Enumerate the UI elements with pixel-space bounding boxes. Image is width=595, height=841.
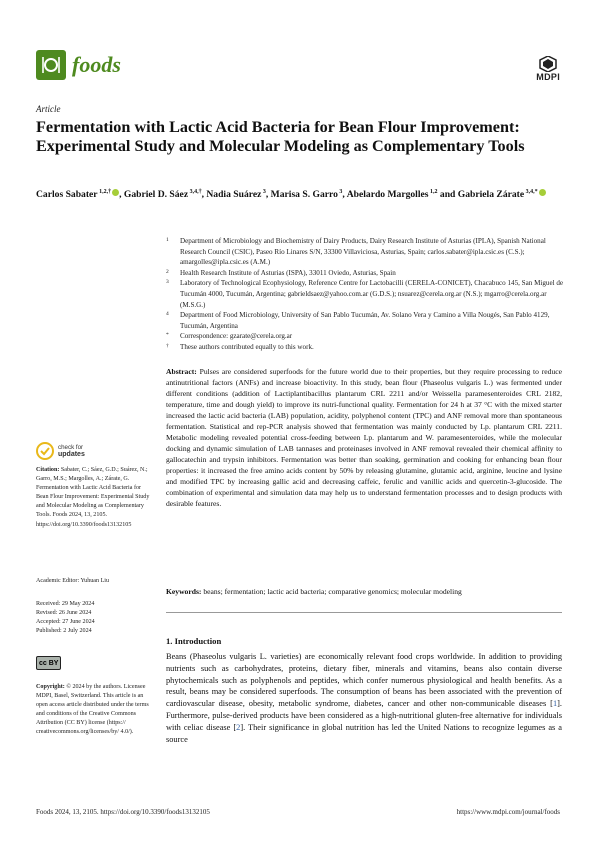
date-revised: Revised: 26 June 2024 xyxy=(36,610,92,617)
section-heading: 1. Introduction xyxy=(166,636,222,646)
affiliation-item xyxy=(166,278,566,310)
affiliation-marker: 2 xyxy=(166,268,169,275)
affiliation-item xyxy=(166,268,566,279)
date-accepted: Accepted: 27 June 2024 xyxy=(36,619,95,626)
academic-editor: Academic Editor: Yuhuan Liu xyxy=(36,578,110,584)
keywords-label: Keywords: xyxy=(166,587,202,596)
affiliation-text: Department of Food Microbiology, University of San Pablo Tucumán, Av. Solano Vera y Camino a Villa Nougés, San Pablo 4129, Tucumán, Argentina xyxy=(180,311,550,330)
publication-dates xyxy=(36,600,154,636)
affiliation-marker: 1 xyxy=(166,237,169,243)
orcid-icon[interactable] xyxy=(112,189,119,196)
affiliation-text: Health Research Institute of Asturias (ISPA), 33011 Oviedo, Asturias, Spain xyxy=(180,268,396,277)
affiliation-item xyxy=(166,310,566,331)
author-name: Gabriel D. Sáez xyxy=(123,189,189,201)
check-updates-label: check for updates xyxy=(58,444,85,458)
citation-block xyxy=(36,466,154,530)
journal-name: foods xyxy=(72,52,121,77)
article-type: Article xyxy=(36,104,61,114)
journal-header xyxy=(36,50,560,90)
page-footer xyxy=(36,808,560,816)
date-received: Received: 29 May 2024 xyxy=(36,601,95,607)
author-affiliation-marker: 1,2 xyxy=(428,189,438,195)
author-name: Gabriela Zárate xyxy=(457,189,525,201)
fork-knife-icon xyxy=(36,50,66,80)
citation-text: Sabater, C.; Sáez, G.D.; Suárez, N.; Garro, M.S.; Margolles, A.; Zárate, G. Fermentation with Lactic Acid Bacteria for Bean Flour Improvement: Experimental Study and Molecular Modeling as Complementary Tools. Foods 2024, 13, 2105. https://doi.org/10.3390/foods13132105 xyxy=(36,467,150,528)
footer-citation: Foods 2024, 13, 2105. https://doi.org/10.3390/foods13132105 xyxy=(36,808,210,816)
footer-journal-url[interactable]: https://www.mdpi.com/journal/foods xyxy=(456,808,560,816)
keywords-text: beans; fermentation; lactic acid bacteria; comparative genomics; molecular modeling xyxy=(203,587,462,596)
mdpi-hexagon-icon xyxy=(539,56,557,72)
affiliation-text: Department of Microbiology and Biochemistry of Dairy Products, Dairy Research Institute of Asturias (IPLA), Spanish National Research Council (CSIC), Paseo Río Linares S/N, 33300 Villaviciosa, Asturias, Spain; carlos.sabater@ipla.csic.es (C.S.); amargolles@ipla.csic.es (A.M.) xyxy=(180,237,546,267)
cc-license-badge[interactable] xyxy=(36,656,61,670)
introduction-text: Beans (Phaseolus vulgaris L. varieties) are economically relevant food crops worldwide. In addition to providing nutrients such as carbohydrates, proteins, dietary fiber, minerals and vitamins, beans also contain diverse phytochemicals such as polyphenols and peptides, which confer numerous physiological and health benefits. As a result, beans may be considered superfoods. The consumption of beans has been associated with the prevention of cardiovascular disease, obesity, metabolic syndrome, diabetes, cancer and other non-communicable diseases [1]. Furthermore, pulse-derived products have been considered as a high-nutritional gluten-free alternative for individuals with celiac disease [2]. Their significance in global nutrition has led the United Nations to recognize legumes as a source xyxy=(166,652,563,744)
author-affiliation-marker: 3 xyxy=(337,189,343,195)
orcid-icon[interactable] xyxy=(539,189,546,196)
affiliation-text: Laboratory of Technological Ecophysiology, Reference Centre for Lactobacilli (CERELA-CONICET), Chacabuco 145, San Miguel de Tucumán 4000, Tucumán, Argentina; gabrieldsaez@yahoo.com.ar (G.D.S.); nsuarez@cerela.org.ar (N.S.); mgarro@cerela.org.ar (M.S.G.) xyxy=(180,279,564,309)
affiliation-marker: 4 xyxy=(166,311,169,318)
section-divider xyxy=(166,612,562,613)
author-name: Nadia Suárez xyxy=(206,189,262,201)
reference-link[interactable]: 2 xyxy=(236,722,241,732)
affiliation-text: These authors contributed equally to this work. xyxy=(180,342,314,351)
publisher-name: MDPI xyxy=(536,72,560,82)
affiliation-text: Correspondence: gzarate@cerela.org.ar xyxy=(180,332,293,341)
mdpi-logo[interactable] xyxy=(536,56,560,82)
copyright-block xyxy=(36,683,154,738)
author-list: Carlos Sabater $^{1,2,\dagger}$ , Gabriel D. Sáez $^{3,4,\dagger}$, Nadia Suárez $^3$, Marisa S. Garro $^3$, Abelardo Margolles $^{1,2}$ and Gabriela Zárate $^{3,4,*}$ xyxy=(36,185,561,202)
affiliation-marker: * xyxy=(166,332,169,339)
abstract-text: Pulses are considered superfoods for the future world due to their properties, but they require processing to reduce antinutritional factors (ANFs) and increase bioactivity. In this study, bean flour (Phaseolus vulgaris L.) was fermented under different conditions (addition of Lactiplantibacillus plantarum CRL 2211 and/or Weissella paramesenteroides CRL 2182, temperature, time and dough yield) to improve its nutri-functional quality. Fermentation for 24 h at 37 °C with the mixed starter increased the lactic acid bacteria (LAB) population, acidity, polyphenol content (TPC) and ANF removal more than spontaneous fermentation. Statistical and rep-PCR analysis showed that fermentation was mainly conducted by Lp. plantarum CRL 2211. Metabolic modeling revealed potential cross-feeding between Lp. plantarum and W. paramesenteroides, while the molecular docking and dynamic simulation of LAB tannases and proteinases involved in ANF removal revealed their chemical affinity to gallocatechin and trypsin inhibitors. Fermentation was better than soaking, germination and cooking for enhancing bean flour properties: it increased the free amino acids content by 50% by releasing glutamine, glutamic acid, arginine, leucine and lysine and modified TPC by increasing gallic acid and decreasing caffeic, ferulic and vanillic acids and quercetin-3-glucoside. The combination of experimental and simulation data may help us to understand fermentation processes and to design products with desirable features. xyxy=(166,367,562,508)
affiliation-item xyxy=(166,236,566,268)
check-updates-icon xyxy=(36,442,54,460)
check-for-updates[interactable] xyxy=(36,442,85,460)
author-affiliation-marker: 1,2,† xyxy=(97,189,112,195)
copyright-label: Copyright: xyxy=(36,684,65,690)
article-title: Fermentation with Lactic Acid Bacteria for Bean Flour Improvement: Experimental Study and Molecular Modeling as Complementary Tools xyxy=(36,118,525,155)
reference-link[interactable]: 1 xyxy=(552,699,558,709)
journal-logo[interactable] xyxy=(36,50,121,80)
affiliations xyxy=(166,236,566,353)
affiliation-item xyxy=(166,342,566,353)
citation-label: Citation: xyxy=(36,467,60,473)
affiliation-marker: 3 xyxy=(166,279,169,286)
abstract xyxy=(166,366,562,509)
author-name: Carlos Sabater xyxy=(36,189,98,201)
author-affiliation-marker: 3,4,† xyxy=(188,189,202,195)
keywords xyxy=(166,586,562,597)
affiliation-item xyxy=(166,331,566,342)
affiliation-marker: † xyxy=(166,342,169,349)
author-name: Abelardo Margolles xyxy=(346,189,429,201)
abstract-label: Abstract: xyxy=(166,367,197,376)
author-affiliation-marker: 3,4,* xyxy=(524,189,538,195)
cc-by-icon: cc BY xyxy=(36,656,61,670)
author-name: Marisa S. Garro xyxy=(270,189,338,201)
date-published: Published: 2 July 2024 xyxy=(36,628,92,635)
copyright-text: © 2024 by the authors. Licensee MDPI, Basel, Switzerland. This article is an open access article distributed under the terms and conditions of the Creative Commons Attribution (CC BY) license (https:// creativecommons.org/licenses/by/ 4.0/). xyxy=(36,684,149,736)
author-affiliation-marker: 3 xyxy=(261,189,266,195)
